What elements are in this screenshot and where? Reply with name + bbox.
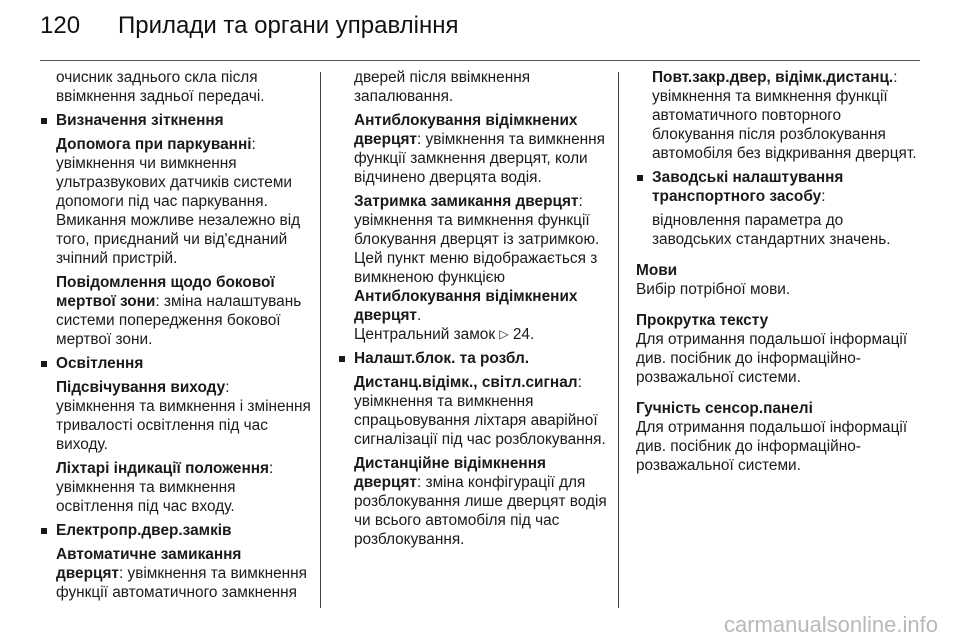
item-body: : увімкнення та вимкнення функції блокування дверцят із затримкою. Цей пункт меню відображається з вимкненою функцією bbox=[354, 193, 600, 286]
column-2 bbox=[338, 68, 610, 554]
text-languages: Вибір потрібної мови. bbox=[636, 281, 791, 298]
item-position-lights bbox=[40, 459, 312, 516]
bullet-power-door-locks: Електропр.двер.замків bbox=[40, 521, 312, 540]
item-body: : зміна конфігурації для розблокування лише дверцят водія чи всього автомобіля під час розблокування. bbox=[354, 474, 607, 548]
item-anti-lock-unlocked-doors bbox=[338, 111, 610, 187]
cross-reference[interactable] bbox=[354, 326, 534, 343]
item-title: Дистанційне відімкнення дверцят bbox=[354, 455, 547, 491]
page-title: Прилади та органи управління bbox=[118, 12, 459, 39]
column-3 bbox=[636, 68, 926, 480]
item-title: Допомога при паркуванні bbox=[56, 136, 252, 153]
watermark: carmanualsonline.info bbox=[723, 612, 938, 637]
bullet-label: Заводські налаштування транспортного засобу bbox=[652, 169, 844, 205]
item-title: Підсвічування виходу bbox=[56, 379, 226, 396]
item-body: : увімкнення та вимкнення спрацьовування ліхтаря аварійної сигналізації під час розблокування. bbox=[354, 374, 606, 448]
bullet-lighting: Освітлення bbox=[40, 354, 312, 373]
heading-languages: Мови bbox=[636, 262, 678, 279]
item-exit-lighting bbox=[40, 378, 312, 454]
arrow-icon: ▷ bbox=[499, 327, 509, 341]
item-title: Антиблокування відімкнених дверцят bbox=[354, 112, 578, 148]
header-divider bbox=[40, 60, 920, 61]
reference-label: Центральний замок bbox=[354, 326, 496, 343]
item-body: : зміна налаштувань системи попередження бокової мертвої зони. bbox=[56, 293, 302, 348]
continued-line-2: ввімкнення задньої передачі. bbox=[56, 88, 265, 105]
item-auto-door-lock bbox=[40, 545, 312, 602]
item-remote-door-unlock bbox=[338, 454, 610, 549]
page-header bbox=[40, 12, 459, 48]
item-auto-relock bbox=[636, 68, 926, 163]
item-title: Автоматичне замикання дверцят bbox=[56, 546, 242, 582]
item-inline-bold: Антиблокування відімкнених дверцят bbox=[354, 288, 578, 324]
bullet-factory-settings: Заводські налаштування транспортного засобу: bbox=[636, 168, 926, 206]
heading-touchpad-volume: Гучність сенсор.панелі bbox=[636, 400, 813, 417]
item-delayed-door-lock bbox=[338, 192, 610, 344]
item-parking-assist bbox=[40, 135, 312, 268]
item-blind-spot bbox=[40, 273, 312, 349]
item-title: Дистанц.відімк., світл.сигнал bbox=[354, 374, 578, 391]
continued-line-1: очисник заднього скла після bbox=[56, 69, 258, 86]
text-text-scroll: Для отримання подальшої інформації див. посібник до інформаційно-розважальної системи. bbox=[636, 331, 908, 386]
column-divider-1 bbox=[320, 72, 321, 608]
column-divider-2 bbox=[618, 72, 619, 608]
item-body: : увімкнення та вимкнення освітлення під час входу. bbox=[56, 460, 274, 515]
factory-settings-body: відновлення параметра до заводських стандартних значень. bbox=[652, 212, 891, 248]
continued-text: дверей після ввімкнення запалювання. bbox=[354, 69, 531, 105]
bullet-lock-unlock-settings: Налашт.блок. та розбл. bbox=[338, 349, 610, 368]
item-title: Повт.закр.двер, відімк.дистанц. bbox=[652, 69, 894, 86]
column-1 bbox=[40, 68, 312, 607]
text-touchpad-volume: Для отримання подальшої інформації див. посібник до інформаційно-розважальної системи. bbox=[636, 419, 908, 474]
reference-page: 24. bbox=[512, 326, 535, 343]
item-title: Повідомлення щодо бокової мертвої зони bbox=[56, 274, 275, 310]
item-body: : увімкнення чи вимкнення ультразвукових датчиків системи допомоги під час паркування. Вмикання можливе незалежно від того, приєднаний чи від'єднаний зчіпний пристрій. bbox=[56, 136, 301, 267]
page-number: 120 bbox=[40, 12, 81, 39]
item-title: Ліхтарі індикації положення bbox=[56, 460, 270, 477]
item-remote-unlock-light bbox=[338, 373, 610, 449]
item-body: : увімкнення та вимкнення функції замкнення дверцят, коли відчинено дверцята водія. bbox=[354, 131, 605, 186]
item-body: : увімкнення та вимкнення функції автоматичного повторного блокування після розблокування автомобіля без відкривання дверцят. bbox=[652, 69, 917, 162]
item-body: : увімкнення та вимкнення і змінення тривалості освітлення під час виходу. bbox=[56, 379, 311, 453]
heading-text-scroll: Прокрутка тексту bbox=[636, 312, 769, 329]
continued-text bbox=[40, 68, 312, 106]
item-body-end: . bbox=[416, 307, 422, 324]
item-title: Затримка замикання дверцят bbox=[354, 193, 579, 210]
bullet-collision-detection: Визначення зіткнення bbox=[40, 111, 312, 130]
item-body: : увімкнення та вимкнення функції автоматичного замкнення bbox=[56, 565, 307, 601]
